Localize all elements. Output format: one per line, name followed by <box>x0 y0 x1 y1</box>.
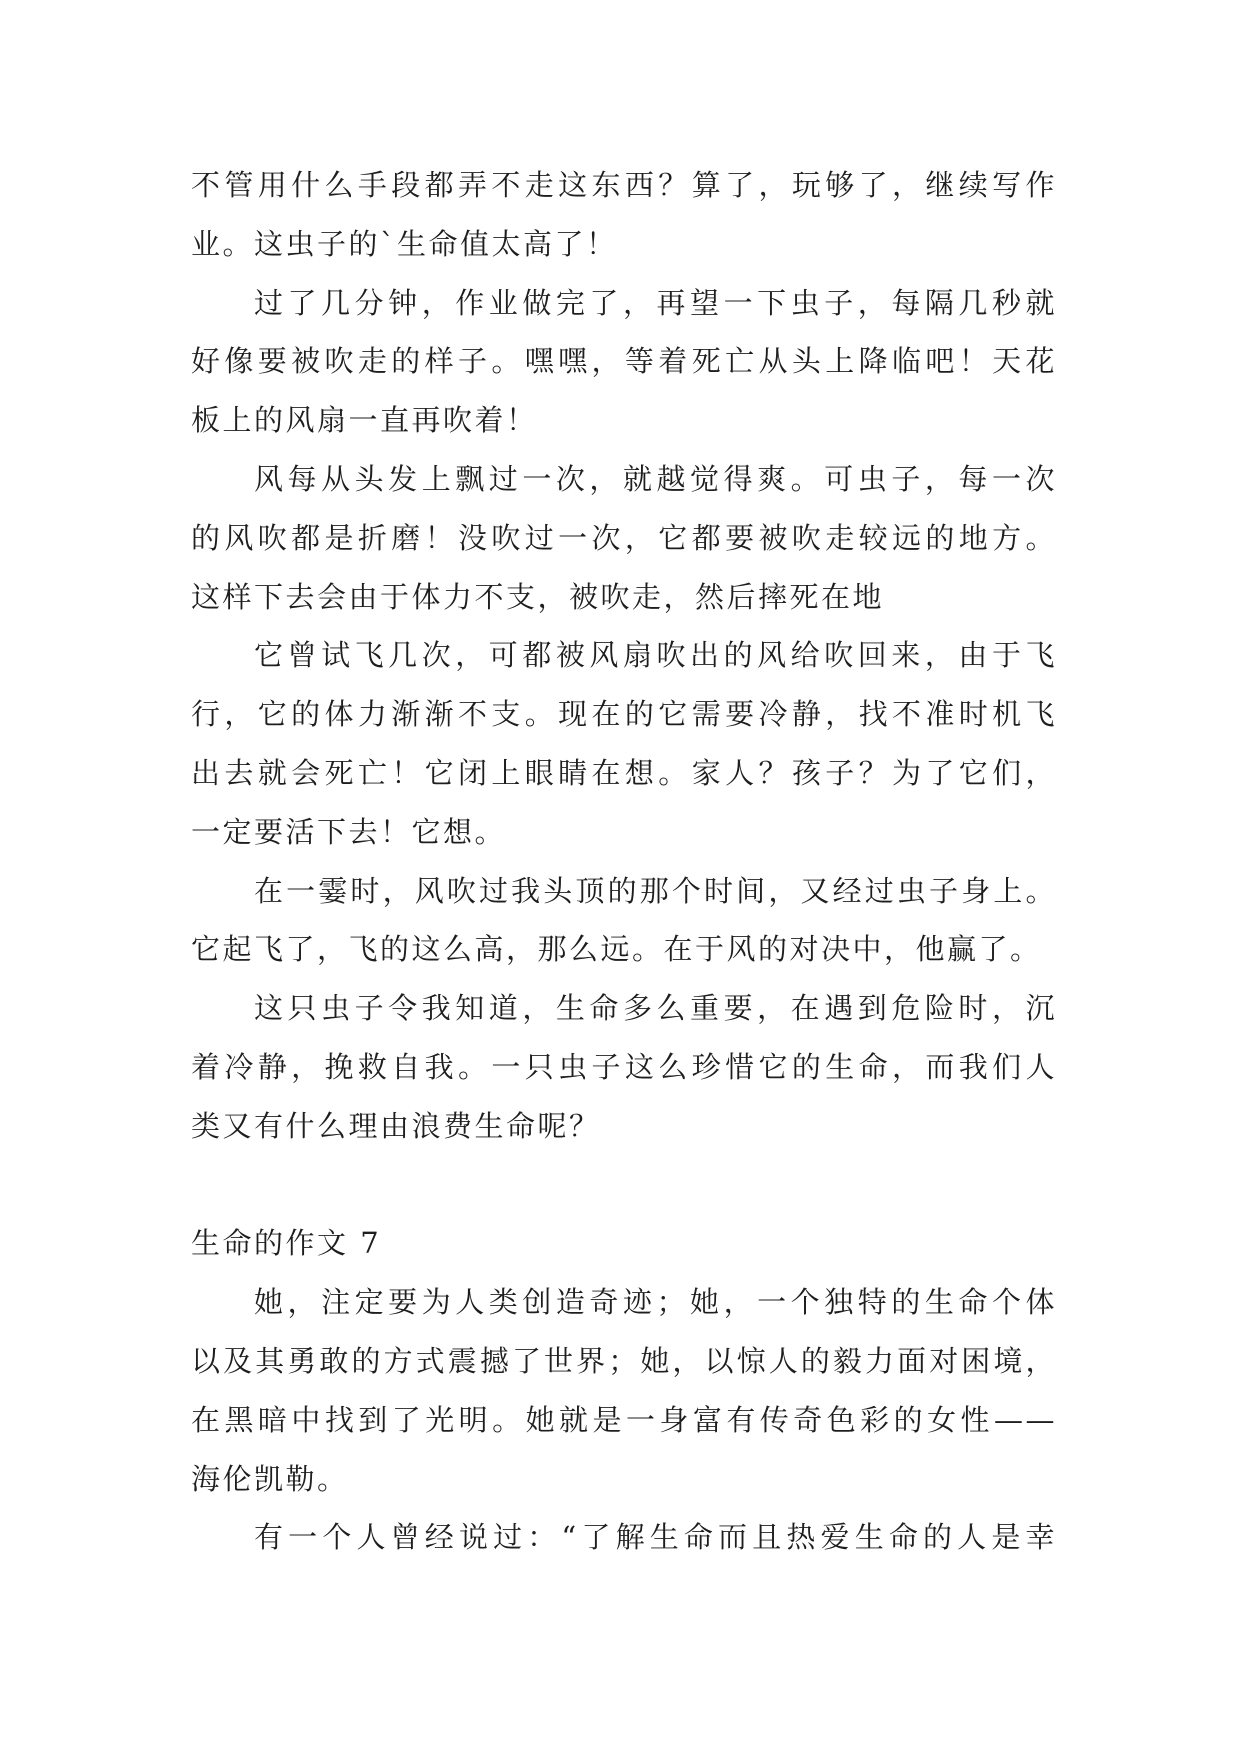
paragraph <box>191 1508 1057 1567</box>
paragraph <box>191 979 1057 1155</box>
text-line: 一定要活下去！它想。 <box>191 814 507 849</box>
text-line: 的风吹都是折磨！没吹过一次，它都要被吹走较远的地方。 <box>191 520 1057 555</box>
text-line: 类又有什么理由浪费生命呢？ <box>191 1108 601 1143</box>
paragraph <box>191 862 1057 980</box>
text-line: 业。这虫子的`生命值太高了！ <box>191 226 618 261</box>
text-line: 这样下去会由于体力不支，被吹走，然后摔死在地 <box>191 579 885 614</box>
text-line: 过了几分钟，作业做完了，再望一下虫子，每隔几秒就 <box>254 285 1057 320</box>
text-line: 好像要被吹走的样子。嘿嘿，等着死亡从头上降临吧！天花 <box>191 344 1057 379</box>
paragraph <box>191 156 1057 274</box>
paragraph <box>191 626 1057 861</box>
text-line: 在一霎时，风吹过我头顶的那个时间，又经过虫子身上。 <box>254 873 1057 908</box>
text-line: 她，注定要为人类创造奇迹；她，一个独特的生命个体 <box>254 1285 1057 1320</box>
paragraph <box>191 450 1057 626</box>
text-line: 行，它的体力渐渐不支。现在的它需要冷静，找不准时机飞 <box>191 697 1057 732</box>
document-body <box>191 156 1057 1567</box>
text-line: 有一个人曾经说过：“了解生命而且热爱生命的人是幸 <box>254 1520 1057 1555</box>
text-line: 出去就会死亡！它闭上眼睛在想。家人？孩子？为了它们， <box>191 755 1057 790</box>
text-line: 它起飞了，飞的这么高，那么远。在于风的对决中，他赢了。 <box>191 932 1042 967</box>
text-line: 它曾试飞几次，可都被风扇吹出的风给吹回来，由于飞 <box>254 638 1057 673</box>
text-line: 这只虫子令我知道，生命多么重要，在遇到危险时，沉 <box>254 991 1057 1026</box>
paragraph <box>191 1273 1057 1508</box>
text-line: 板上的风扇一直再吹着！ <box>191 403 538 438</box>
text-line: 着冷静，挽救自我。一只虫子这么珍惜它的生命，而我们人 <box>191 1049 1057 1084</box>
text-line: 海伦凯勒。 <box>191 1461 349 1496</box>
section-title: 生命的作文 7 <box>191 1226 382 1261</box>
text-line: 风每从头发上飘过一次，就越觉得爽。可虫子，每一次 <box>254 461 1057 496</box>
text-line: 以及其勇敢的方式震撼了世界；她，以惊人的毅力面对困境， <box>191 1343 1057 1378</box>
text-line: 不管用什么手段都弄不走这东西？算了，玩够了，继续写作 <box>191 168 1057 202</box>
paragraph <box>191 274 1057 450</box>
text-line: 在黑暗中找到了光明。她就是一身富有传奇色彩的女性—— <box>191 1402 1057 1437</box>
